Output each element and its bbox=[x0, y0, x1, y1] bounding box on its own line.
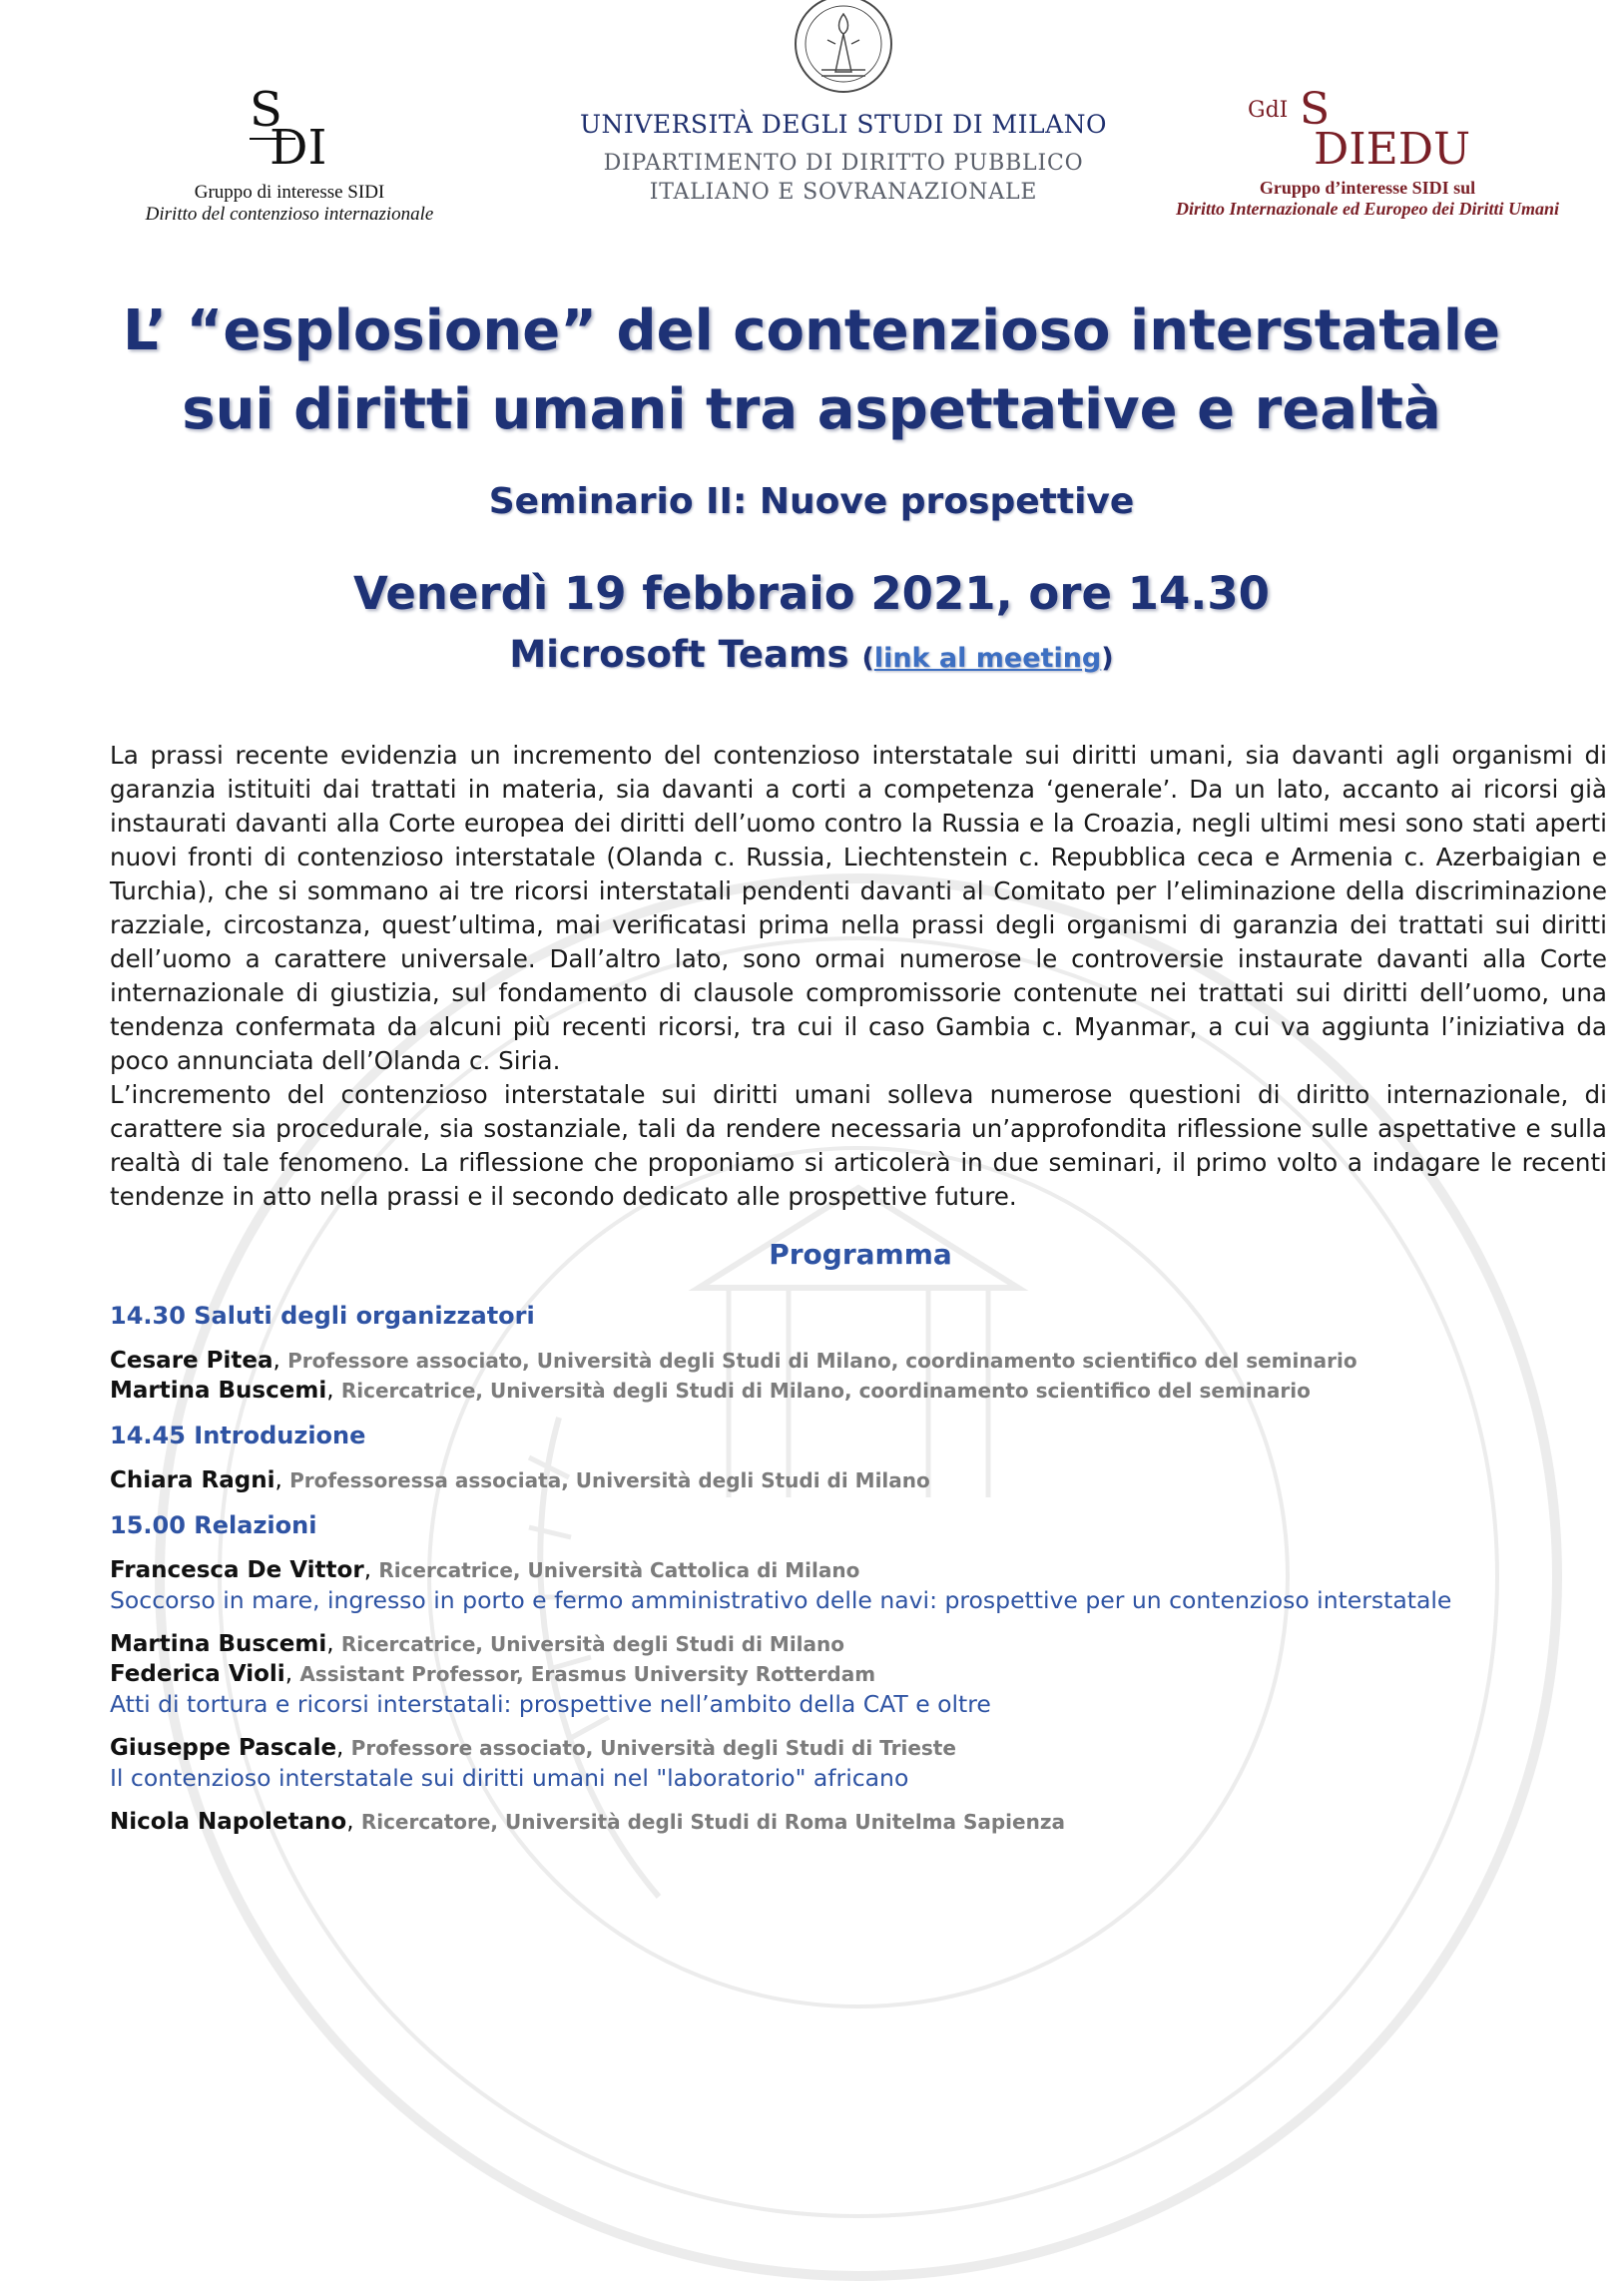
description-paragraph-2: L’incremento del contenzioso interstatale sui diritti umani solleva numerose questioni di diritto internazionale, di carattere sia procedurale, sia sostanziale, tali da rendere necessaria un’approfondita riflessione sulle aspettative e sulla realtà di tale fenomeno. La riflessione che proponiamo si articolerà in due seminari, il primo volto a indagare le recenti tendenze in atto nella prassi e il secondo dedicato alle prospettive future. bbox=[110, 1080, 1607, 1211]
speaker-line bbox=[110, 1733, 1607, 1763]
speaker-affiliation: Assistant Professor, Erasmus University Rotterdam bbox=[299, 1662, 876, 1686]
sidi-monogram bbox=[100, 82, 479, 176]
university-header bbox=[559, 0, 1128, 207]
speaker-separator: , bbox=[326, 1378, 341, 1404]
speaker-line bbox=[110, 1555, 1607, 1585]
speaker-line bbox=[110, 1629, 1607, 1659]
program-list bbox=[110, 1300, 1607, 1851]
speaker-name: Nicola Napoletano bbox=[110, 1809, 347, 1835]
university-name: UNIVERSITÀ DEGLI STUDI DI MILANO bbox=[579, 110, 1108, 139]
speaker-affiliation: Ricercatrice, Università degli Studi di Milano bbox=[340, 1632, 845, 1656]
diedu-monogram bbox=[1128, 82, 1607, 178]
speaker-name: Chiara Ragni bbox=[110, 1467, 275, 1493]
event-title-line-2: sui diritti umani tra aspettative e realtà bbox=[182, 377, 1441, 442]
talk-title: Il contenzioso interstatale sui diritti umani nel "laboratorio" africano bbox=[110, 1764, 909, 1792]
speaker-line bbox=[110, 1659, 1607, 1689]
meeting-link[interactable]: link al meeting bbox=[873, 643, 1102, 674]
speaker-name: Federica Violi bbox=[110, 1661, 285, 1687]
diedu-mark-s: S bbox=[1300, 84, 1331, 135]
event-title bbox=[0, 291, 1623, 449]
speaker-name: Martina Buscemi bbox=[110, 1631, 327, 1657]
department-line-2: ITALIANO E SOVRANAZIONALE bbox=[649, 180, 1038, 205]
speaker-separator: , bbox=[272, 1348, 288, 1374]
sidiedu-logo-right bbox=[1128, 82, 1607, 220]
speaker-name: Cesare Pitea bbox=[110, 1348, 273, 1374]
speaker-separator: , bbox=[326, 1631, 341, 1657]
speaker-line bbox=[110, 1465, 1607, 1495]
program-section-heading: 14.45 Introduzione bbox=[110, 1422, 366, 1449]
program-heading: Programma bbox=[769, 1238, 952, 1271]
sidi-group-subject: Diritto del contenzioso internazionale bbox=[145, 204, 434, 225]
event-description bbox=[110, 739, 1607, 1214]
speaker-affiliation: Professore associato, Università degli Studi di Trieste bbox=[350, 1736, 956, 1760]
speaker-separator: , bbox=[346, 1809, 361, 1835]
speaker-affiliation: Ricercatore, Università degli Studi di Roma Unitelma Sapienza bbox=[360, 1810, 1065, 1834]
speaker-line bbox=[110, 1376, 1607, 1406]
sidi-mark-s: S bbox=[250, 82, 282, 138]
speaker-affiliation: Professore associato, Università degli Studi di Milano, coordinamento scientifico del seminario bbox=[287, 1349, 1357, 1373]
program-entry bbox=[110, 1465, 1607, 1495]
speaker-affiliation: Ricercatrice, Università Cattolica di Milano bbox=[378, 1558, 860, 1582]
department-line-1: DIPARTIMENTO DI DIRITTO PUBBLICO bbox=[603, 151, 1084, 176]
sidi-mark-di: DI bbox=[270, 120, 327, 176]
speaker-name: Francesca De Vittor bbox=[110, 1557, 364, 1583]
sidi-logo-left bbox=[100, 82, 479, 226]
speaker-separator: , bbox=[336, 1735, 351, 1761]
sidi-group-name: Gruppo di interesse SIDI bbox=[194, 182, 385, 203]
platform-name: Microsoft Teams bbox=[509, 633, 849, 676]
seminar-subtitle: Seminario II: Nuove prospettive bbox=[488, 481, 1135, 522]
speaker-line bbox=[110, 1807, 1607, 1837]
paren-close: ) bbox=[1101, 643, 1114, 674]
speaker-name: Giuseppe Pascale bbox=[110, 1735, 337, 1761]
program-entry bbox=[110, 1733, 1607, 1793]
event-title-line-1: L’ “esplosione” del contenzioso interstatale bbox=[122, 298, 1501, 363]
speaker-affiliation: Professoressa associata, Università degli Studi di Milano bbox=[289, 1468, 930, 1492]
program-section-heading: 15.00 Relazioni bbox=[110, 1511, 317, 1539]
university-seal-icon bbox=[792, 0, 895, 98]
talk-title: Atti di tortura e ricorsi interstatali: prospettive nell’ambito della CAT e oltre bbox=[110, 1690, 991, 1718]
diedu-group-subject: Diritto Internazionale ed Europeo dei Diritti Umani bbox=[1175, 199, 1560, 219]
speaker-name: Martina Buscemi bbox=[110, 1378, 327, 1404]
speaker-line bbox=[110, 1346, 1607, 1376]
event-date: Venerdì 19 febbraio 2021, ore 14.30 bbox=[353, 567, 1270, 620]
program-entry bbox=[110, 1807, 1607, 1837]
talk-title: Soccorso in mare, ingresso in porto e fermo amministrativo delle navi: prospettive per un contenzioso interstatale bbox=[110, 1586, 1452, 1614]
program-entry bbox=[110, 1346, 1607, 1406]
program-entry bbox=[110, 1629, 1607, 1719]
diedu-mark-word: DIEDU bbox=[1314, 124, 1471, 175]
program-section-heading: 14.30 Saluti degli organizzatori bbox=[110, 1302, 535, 1330]
paren-open: ( bbox=[861, 643, 874, 674]
diedu-group-name: Gruppo d’interesse SIDI sul bbox=[1259, 178, 1476, 198]
description-paragraph-1: La prassi recente evidenzia un incremento del contenzioso interstatale sui diritti umani, sia davanti agli organismi di garanzia istituiti dai trattati in materia, sia davanti a corti a competenza ‘generale’. Da un lato, accanto ai ricorsi già instaurati davanti alla Corte europea dei diritti dell’uomo contro la Russia e la Croazia, negli ultimi mesi sono stati aperti nuovi fronti di contenzioso interstatale (Olanda c. Russia, Liechtenstein c. Repubblica ceca e Armenia c. Azerbaigian e Turchia), che si sommano ai tre ricorsi interstatali pendenti davanti al Comitato per l’eliminazione della discriminazione razziale, circostanza, quest’ultima, mai verificatasi prima nella prassi degli organismi di garanzia dei trattati sui diritti dell’uomo a carattere universale. Dall’altro lato, sono ormai numerose le controversie instaurate davanti alla Corte internazionale di giustizia, sul fondamento di clausole compromissorie contenute nei trattati sui diritti dell’uomo, una tendenza confermata da alcuni più recenti ricorsi, tra cui il caso Gambia c. Myanmar, a cui va aggiunta l’iniziativa da poco annunciata dell’Olanda c. Siria. bbox=[110, 741, 1607, 1075]
diedu-gdi: GdI bbox=[1248, 98, 1289, 123]
speaker-separator: , bbox=[274, 1467, 290, 1493]
speaker-separator: , bbox=[363, 1557, 379, 1583]
event-platform bbox=[0, 633, 1623, 676]
speaker-affiliation: Ricercatrice, Università degli Studi di Milano, coordinamento scientifico del seminario bbox=[340, 1379, 1311, 1403]
program-entry bbox=[110, 1555, 1607, 1615]
speaker-separator: , bbox=[284, 1661, 300, 1687]
department-name bbox=[559, 149, 1128, 207]
